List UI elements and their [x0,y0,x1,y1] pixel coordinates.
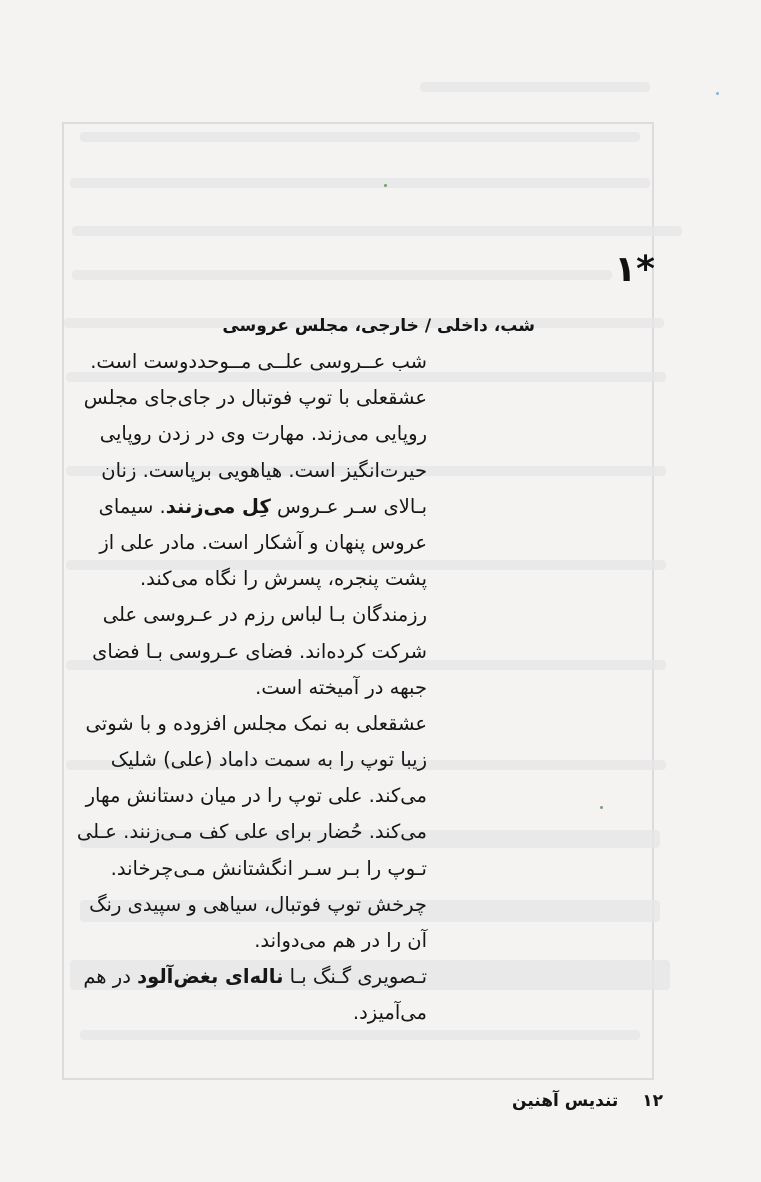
bleed-through-mark [70,178,650,188]
text-line: شب عــروسی علــی مــوحددوست است. [90,350,427,373]
bold-phrase: کِل می‌زنند [165,494,271,518]
page-footer [512,1086,663,1116]
scene-heading: شب، داخلی / خارجی، مجلس عروسی [222,316,535,336]
text-line: چرخش توپ فوتبال، سیاهی و سپیدی رنگ [89,892,427,916]
scene-number: ١* [614,249,655,290]
text-line: تـوپ را بـر سـر انگشتانش مـی‌چرخاند. [110,856,427,880]
bleed-through-mark [72,226,682,236]
text-line: تـصویری گـنگ بـا ناله‌ای بغض‌آلود در هم [83,965,427,989]
bleed-through-mark [420,82,650,92]
paper-speck [716,92,719,95]
paper-speck [600,806,603,809]
text-line: زیبا توپ را به سمت داماد (علی) شلیک [110,748,427,772]
text-line: عشقعلی به نمک مجلس افزوده و با شوتی [85,711,427,735]
paper-speck [384,184,387,187]
text-line: آن را در هم می‌دواند. [254,929,427,952]
scene-description [67,344,427,1032]
book-title: تندیس آهنین [512,1091,619,1111]
text-line: می‌آمیزد. [352,1001,427,1025]
text-line: می‌کند. علی توپ را در میان دستانش مهار [85,784,427,808]
text-line: رزمندگان بـا لباس رزم در عـروسی علی [102,603,427,627]
text-line: روپایی می‌زند. مهارت وی در زدن روپایی [99,422,427,446]
text-line: شرکت کرده‌اند. فضای عـروسی بـا فضای [92,639,427,663]
text-line: جبهه در آمیخته است. [255,675,427,699]
bold-phrase: ناله‌ای بغض‌آلود [137,965,284,989]
text-line: پشت پنجره، پسرش را نگاه می‌کند. [139,567,427,591]
text-line: بـالای سـر عـروس کِل می‌زنند. سیمای [98,494,427,518]
bleed-through-mark [72,270,612,280]
text-line: حیرت‌انگیز است. هیاهویی برپاست. زنان [101,458,427,482]
bleed-through-mark [80,132,640,142]
text-line: عروس پنهان و آشکار است. مادر علی از [99,530,427,554]
text-line: می‌کند. حُضار برای علی کف مـی‌زنند. عـلی [76,820,427,844]
page-number: ۱۲ [642,1091,663,1111]
text-line: عشقعلی با توپ فوتبال در جای‌جای مجلس [83,386,427,410]
